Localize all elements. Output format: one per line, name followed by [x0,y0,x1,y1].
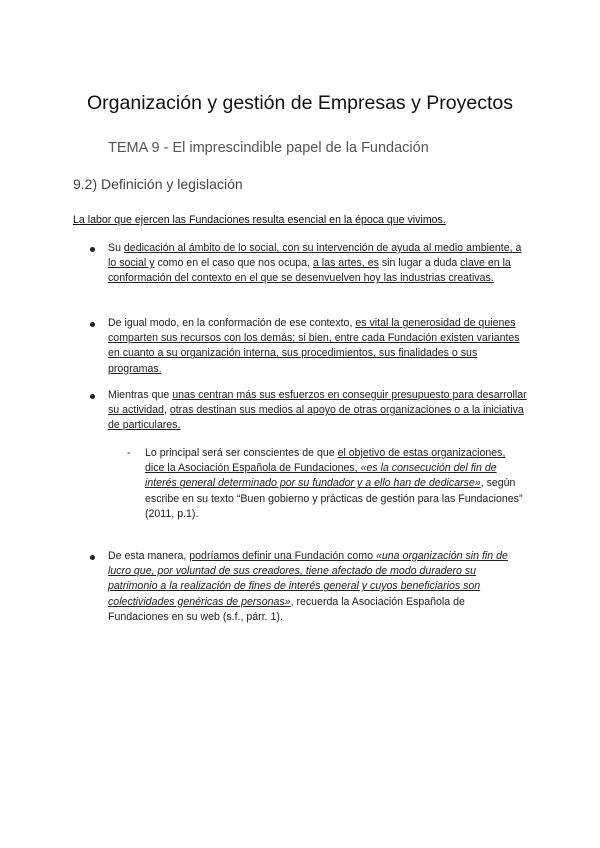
dash-marker: - [127,447,131,459]
bullet-item-1: Su dedicación al ámbito de lo social, con su intervención de ayuda al medio ambiente, a lo social y como en el caso que nos ocupa, a las artes, es sin lugar a duda clave en la conformación del contexto en el que se desenvuelven hoy las industrias creativas. [108,241,528,287]
sub-item-1: - Lo principal será ser conscientes de que el objetivo de estas organizaciones, dice la Asociación Española de Fundaciones, «es la consecución del fin de interés general determinado por su fundador y a ello han de dedicarse», según escribe en su texto “Buen gobierno y prácticas de gestión para las Fundaciones” (2011, p.1). [127,447,523,520]
bullet-icon [90,322,95,327]
topic-subtitle: TEMA 9 - El imprescindible papel de la Fundación [108,140,429,156]
bullet-item-2: De igual modo, en la conformación de ese contexto, es vital la generosidad de quienes comparten sus recursos con los demás; si bien, entre cada Fundación existen variantes en cuanto a su organización interna, sus procedimientos, sus finalidades o sus programas. [108,316,528,377]
bullet-icon [90,394,95,399]
bullet-icon [90,555,95,560]
section-heading: 9.2) Definición y legislación [73,176,243,192]
bullet-item-4: De esta manera, podríamos definir una Fundación como «una organización sin fin de lucro que, por voluntad de sus creadores, tiene afectado de modo duradero su patrimonio a la realización de fines de interés general y cuyos beneficiarios son colectividades genéricas de personas», recuerda la Asociación Española de Fundaciones en su web (s.f., párr. 1). [108,549,528,625]
document-title: Organización y gestión de Empresas y Proyectos [87,92,513,114]
intro-paragraph: La labor que ejercen las Fundaciones resulta esencial en la época que vivimos. [73,214,446,226]
bullet-item-3: Mientras que unas centran más sus esfuerzos en conseguir presupuesto para desarrollar su actividad, otras destinan sus medios al apoyo de otras organizaciones o a la iniciativa de particulares. [108,388,528,434]
bullet-icon [90,247,95,252]
